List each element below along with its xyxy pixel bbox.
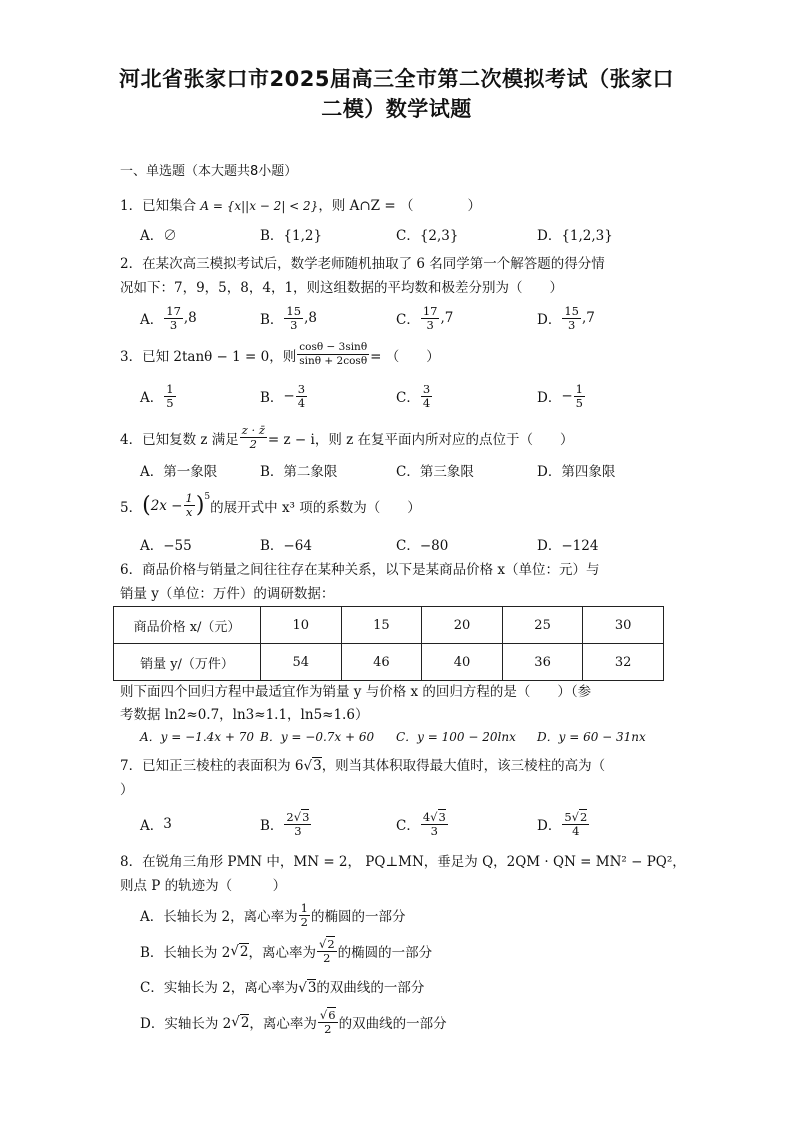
q1-option-a[interactable]: A．∅	[140, 228, 177, 244]
q4-option-c[interactable]: C．第三象限	[396, 464, 474, 480]
q8-option-d[interactable]: D．实轴长为 2 √ 2 ，离心率为 $\frac{√6}{2}$ 的双曲线的一部分	[140, 1007, 447, 1036]
question-6-line-3: 则下面四个回归方程中最适宜作为销量 y 与价格 x 的回归方程的是（ ）（参	[120, 684, 592, 700]
q3-fraction: $\frac{\cos\theta - 3\sin\theta}{\sin\theta + 2\cos\theta}$	[299, 341, 368, 367]
table-header-price: 商品价格 x/（元）	[114, 607, 261, 644]
q4-option-a[interactable]: A．第一象限	[140, 464, 218, 480]
q4-fraction: $\frac{z \cdot z̄}{2}$	[241, 423, 265, 451]
q2-option-c[interactable]: C． $\frac{17}{3}$ ,7	[396, 303, 454, 332]
table-cell: 32	[583, 644, 664, 681]
question-4	[120, 424, 574, 451]
q3-post: = （ ）	[370, 348, 440, 365]
question-7-line-2: ）	[120, 782, 134, 798]
q5-option-d[interactable]: D．−124	[537, 538, 599, 554]
q2-option-a[interactable]: A． $\frac{17}{3}$ ,8	[140, 303, 197, 332]
q1-options	[140, 214, 700, 254]
q5-exponent: 5	[204, 492, 211, 502]
q7-option-b[interactable]: B． $\frac{2√3}{3}$	[260, 809, 310, 838]
table-cell: 30	[583, 607, 664, 644]
q7-options	[140, 804, 700, 844]
question-6-line-4: 考数据 ln2≈0.7，ln3≈1.1，ln5≈1.6）	[120, 707, 369, 723]
q7-option-a[interactable]: A． 3	[140, 816, 172, 834]
q6-options	[140, 716, 700, 756]
q1-number: 1．	[120, 198, 143, 214]
q5-post: 的展开式中 x³ 项的系数为（ ）	[210, 499, 421, 516]
table-cell: 36	[502, 644, 583, 681]
q5-number: 5．	[120, 499, 143, 516]
q6-option-b[interactable]: B．y = −0.7x + 60	[260, 729, 375, 744]
section-heading: 一、单选题（本大题共8小题）	[120, 164, 298, 179]
q5-expr: 2x −	[150, 497, 183, 514]
question-2-line-2: 况如下：7，9，5，8，4，1，则这组数据的平均数和极差分别为（ ）	[120, 280, 564, 296]
q1-set: A = {x||x − 2| < 2}	[200, 199, 319, 213]
exam-title	[100, 64, 693, 124]
question-2-line-1: 2．在某次高三模拟考试后，数学老师随机抽取了 6 名同学第一个解答题的得分情	[120, 256, 605, 272]
q3-option-d[interactable]: D． − $\frac{1}{5}$	[537, 381, 583, 410]
q1-option-d[interactable]: D．{1,2,3}	[537, 228, 613, 244]
q4-pre: 已知复数 z 满足	[142, 431, 239, 448]
q4-number: 4．	[120, 431, 143, 448]
question-6-line-1: 6．商品价格与销量之间往往存在某种关系，以下是某商品价格 x（单位：元）与	[120, 562, 600, 578]
table-cell: 54	[261, 644, 342, 681]
table-row-price	[114, 607, 664, 644]
question-3	[120, 341, 440, 368]
question-6-line-2: 销量 y（单位：万件）的调研数据：	[120, 586, 335, 602]
title-line-2: 二模）数学试题	[321, 97, 472, 121]
q4-options	[140, 450, 700, 490]
q4-option-d[interactable]: D．第四象限	[537, 464, 616, 480]
q2-options	[140, 298, 700, 338]
q6-option-d[interactable]: D．y = 60 − 31nx	[537, 729, 646, 744]
table-cell: 40	[422, 644, 503, 681]
q8-option-c[interactable]: C．实轴长为 2，离心率为√3的双曲线的一部分	[140, 980, 425, 996]
table-row-sales	[114, 644, 664, 681]
q1-option-c[interactable]: C．{2,3}	[396, 228, 459, 244]
q5-option-a[interactable]: A．−55	[140, 538, 192, 554]
question-1	[120, 194, 481, 214]
table-cell: 20	[422, 607, 503, 644]
q6-data-table	[113, 606, 664, 681]
q6-option-c[interactable]: C．y = 100 − 20lnx	[396, 729, 516, 744]
q4-post: = z − i，则 z 在复平面内所对应的点位于（ ）	[267, 431, 574, 448]
q5-option-c[interactable]: C．−80	[396, 538, 449, 554]
q8-option-a[interactable]: A．长轴长为 2，离心率为 $\frac{1}{2}$ 的椭圆的一部分	[140, 900, 406, 929]
table-cell: 46	[341, 644, 422, 681]
q3-pre: 已知 2tanθ − 1 = 0，则	[142, 348, 297, 365]
q3-option-c[interactable]: C． $\frac{3}{4}$	[396, 381, 431, 410]
q2-option-d[interactable]: D． $\frac{15}{3}$ ,7	[537, 303, 595, 332]
table-cell: 25	[502, 607, 583, 644]
q6-option-a[interactable]: A．y = −1.4x + 70	[140, 729, 254, 744]
table-cell: 10	[261, 607, 342, 644]
q7-option-c[interactable]: C． $\frac{4√3}{3}$	[396, 809, 446, 838]
question-8-line-2: 则点 P 的轨迹为（ ）	[120, 878, 287, 894]
q1-post: ，则 A∩Z = （ ）	[318, 198, 481, 214]
q3-option-a[interactable]: A． $\frac{1}{5}$	[140, 381, 174, 410]
table-header-sales: 销量 y/（万件）	[114, 644, 261, 681]
question-8-line-1: 8．在锐角三角形 PMN 中，MN = 2， PQ⊥MN，垂足为 Q，2QM · QN = MN² − PQ²，	[120, 854, 686, 870]
question-7-line-1: 7．已知正三棱柱的表面积为 6√3，则当其体积取得最大值时，该三棱柱的高为（	[120, 758, 606, 774]
q5-option-b[interactable]: B．−64	[260, 538, 312, 554]
q1-option-b[interactable]: B．{1,2}	[260, 228, 323, 244]
q8-option-b[interactable]: B．长轴长为 2 √ 2 ，离心率为 $\frac{√2}{2}$ 的椭圆的一部分	[140, 936, 433, 965]
title-line-1: 河北省张家口市2025届高三全市第二次模拟考试（张家口	[119, 67, 674, 91]
q7-option-d[interactable]: D． $\frac{5√2}{4}$	[537, 809, 588, 838]
q3-option-b[interactable]: B． − $\frac{3}{4}$	[260, 381, 306, 410]
question-5: 5． ( 2x − $\frac{1}{x}$ ) 5 的展开式中 x³ 项的系数为（ ）	[120, 491, 421, 519]
q3-number: 3．	[120, 348, 143, 365]
q3-options	[140, 376, 700, 416]
table-cell: 15	[341, 607, 422, 644]
q2-option-b[interactable]: B． $\frac{15}{3}$ ,8	[260, 303, 317, 332]
q1-pre: 已知集合	[142, 198, 197, 214]
q4-option-b[interactable]: B．第二象限	[260, 464, 338, 480]
